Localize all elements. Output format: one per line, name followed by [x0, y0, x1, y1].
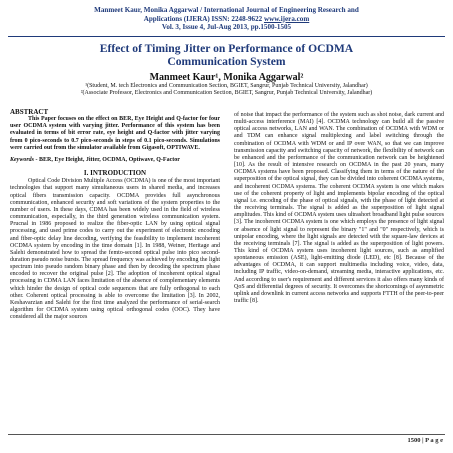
- intro-text-right: of noise that impact the performance of the system such as shot noise, dark current and multi-access interference (MAI) [4]. OCDMA technology can build all the passive optical access networks, LAN and WAN. The combination of OCDMA with WDM or and TDM can enhance signal multiplexing and label switching through the combination of OCDMA with WDM or and IP over WAN, so that we can improve transmission capacity and switching capacity of network, the flexibility of network can be enhanced and the performance of the communication network can be heightened [10]. As the result of intensive research on OCDMA in the past 20 years, many OCDMA systems have been proposed. Classifying them in terms of the nature of the superposition of the optical signal, they can be divided into coherent OCDMA systems, and incoherent OCDMA systems. The coherent OCDMA system is one which makes use of the coherent property of light and implements bipolar encoding of the optical signal i.e. encoding of the phase of optical signals, with the phase of light detected at the receiving terminals. The signal is added as the superposition of light signal amplitudes. This kind of OCDMA system uses ultrashort broadband light pulse sources [3]. The incoherent OCDMA system is one which employs the presence of light signal or absence of light signal to represent the binary "1" and "0" respectively, which is unipolar encoding, where the light signals are detected with the square-law devices at the receiving terminals [7]. The signal is added as the superposition of light powers. This kind of OCDMA system uses incoherent light sources, such as amplified spontaneous emission (ASE), light-emitting diode (LED), etc [8]. Because of the advantages of OCDMA, it can support multimedia including voice, video, data, including IP traffic, video-on-demand, streaming media, interactive applications, etc. And according to user's requirement and different services it also offers many kinds of QoS and differential degrees of security. It overcomes the shortcomings of asymmetric uplink and downlink in current access networks and supports FTTH of the peer-to-peer traffic [8].: [234, 112, 444, 305]
- journal-line-2: [0, 15, 453, 24]
- footer-rule: [8, 434, 445, 435]
- affiliations: [0, 83, 453, 97]
- keywords-text: - BER, Eye Height, Jitter, OCDMA, Optiwave, Q-Factor: [34, 156, 180, 163]
- right-column: [234, 112, 444, 305]
- page-number: 1500 | P a g e: [407, 437, 443, 444]
- keywords-label: Keywords: [10, 156, 34, 163]
- left-column: [10, 109, 220, 321]
- intro-text-left: Optical Code Division Multiple Access (OCDMA) is one of the most important technologies that support many simultaneous users in shared media, and increases optical fibers transmission capacity. OCDMA provides full asynchronous communication, enhanced security and soft variations of the system properties to the number of users. In these days, CDMA has been widely used in the field of wireless communication, especially, in the third generation wireless communication system. Prucnal in 1986 proposed to realize the fiber-optic LAN by using optical signal processing, and used prime codes to carry out the experiment of electronic encoding and fiber-optic delay line decoding, verifying the feasibility to implement incoherent OCDMA system by encoding in the time domain [1]. In 1988, Weiner, Heritage and Salehi demonstrated how to spread the femto-second optical pulse into pico second-duration pseudo noise bursts. The spread frequency was achieved by encoding the light spectrum into pseudo random binary phase and then by decoding the spectrum phase encoded to recover the original pulse [2]. The adoption of incoherent optical signal processing in CDMA LAN faces limitation of the absence of complementary elements which hinder the design of optical code sequences that are fully orthogonal to each other. Coherent optical processing is able to overcome the limitation [3]. In 2002, Keshavarzian and Salehi for the first time analyzed the performance of serial-search algorithm for OCDMA system using optical orthogonal codes (OOC). They have considered all the major sources: [10, 178, 220, 321]
- journal-line-3: Vol. 3, Issue 4, Jul-Aug 2013, pp.1500-1505: [161, 23, 292, 32]
- affiliation-2: ²(Associate Professor, Electronics and Communication Section, BGIET, Sangrur, Punjab Technical University, Jalandhar): [80, 90, 373, 97]
- journal-header: [0, 6, 453, 32]
- abstract-heading: ABSTRACT: [10, 108, 49, 116]
- affiliation-1: ¹(Student, M. tech Electronics and Communication Section, BGIET, Sangrur, Punjab Technical University, Jalandhar): [85, 83, 368, 89]
- journal-url-link[interactable]: www.ijera.com: [263, 14, 310, 23]
- abstract-text: This Paper focuses on the effect on BER, Eye Height and Q-factor for four user OCDMA system with varying jitter. Performance of this system has been evaluated in terms of bit error rate, eye height and Q-factor with jitter varying from 0 pico-seconds to 0.7 pico-seconds in steps of 0.1 pico-seconds. Simulations were carried out from the simulator available from Gigasoft, OPTIWAVE.: [10, 116, 220, 151]
- keywords: [10, 157, 220, 164]
- header-rule: [8, 36, 445, 37]
- authors: Manmeet Kaur¹, Monika Aggarwal²: [149, 72, 304, 83]
- title-line-1: Effect of Timing Jitter on Performance of OCDMA: [99, 42, 354, 55]
- intro-heading: I. INTRODUCTION: [83, 169, 147, 178]
- title-line-2: Communication System: [167, 55, 286, 68]
- journal-line-1: Manmeet Kaur, Monika Aggarwal / International Journal of Engineering Research and: [94, 6, 359, 14]
- paper-title: [0, 42, 453, 68]
- journal-issn: Applications (IJERA) ISSN: 2248-9622: [143, 14, 264, 23]
